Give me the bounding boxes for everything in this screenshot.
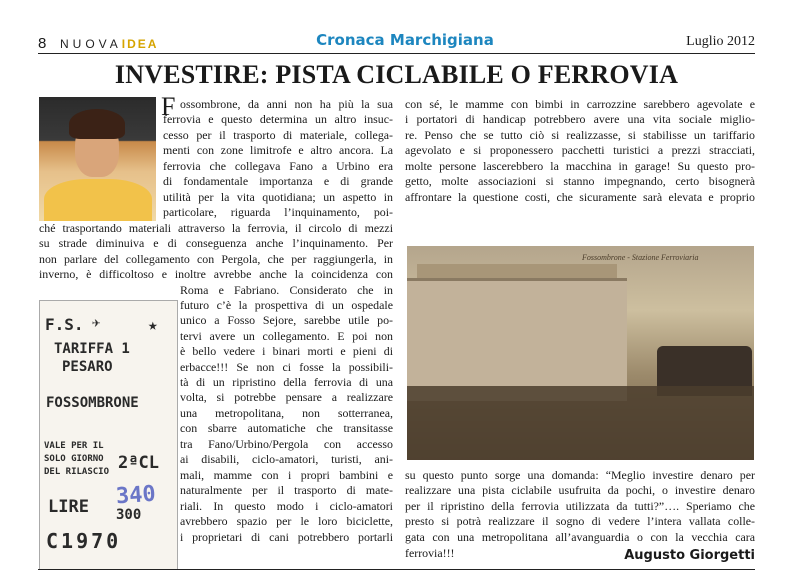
- text-line: tervi avere un collegamento. E poi non: [180, 329, 393, 343]
- railway-station-photo: [407, 246, 754, 460]
- text-line: molte persone lascerebbero la macchina in garage! Su questo pro-: [405, 159, 755, 173]
- magazine-logo: [60, 37, 158, 51]
- ticket-valid: SOLO GIORNO: [44, 454, 104, 464]
- brand-prefix: NUOVA: [60, 37, 122, 51]
- text-line: ossombrone, da anni non ha più la sua: [180, 97, 393, 111]
- text-line: volta, si potrebbe pensare a realizzare: [180, 390, 393, 404]
- text-line: su strade diminuiva e di conseguenza anche l’inquinamento. Per: [39, 236, 393, 250]
- ticket-stamp: 340: [115, 481, 157, 510]
- text-line: getto, molte associazioni si stanno impegnando, certo bisognerà: [405, 174, 755, 188]
- text-line: ai disabili, ciclo-amatori, turisti, ani-: [180, 452, 393, 466]
- text-line: inverno, è difficoltoso e inoltre avrebbe anche la coincidenza con: [39, 267, 393, 281]
- text-line: per il ripristino della ferrovia utilizzata da tutti?”…. Speriamo che: [405, 499, 755, 513]
- page-number: 8: [38, 35, 47, 52]
- text-line: re. Penso che se tutto ciò si realizzasse, si stabilisse un tariffario: [405, 128, 755, 142]
- text-line: ché trasportando materiali attraverso la ferrovia, il circolo di mezzi: [39, 221, 393, 235]
- text-line: tà di un ripristino della ferrovia di una: [180, 375, 393, 389]
- brand-suffix: IDEA: [121, 37, 159, 51]
- train-ticket: [39, 300, 178, 570]
- header-divider: [38, 53, 755, 54]
- text-line: con sé, le mamme con bimbi in carrozzine sarebbero agevolate e: [405, 97, 755, 111]
- issue-date: Luglio 2012: [686, 34, 755, 49]
- text-line: realizzare una pista ciclabile usufruita da pochi, o investire denaro: [405, 483, 755, 497]
- text-line: unico a Fosso Sejore, sarebbe utile po-: [180, 313, 393, 327]
- text-line: i proprietari di cani potrebbero portarli: [180, 530, 393, 544]
- text-line: particolare, riguarda l’inquinamento, poi-: [163, 205, 393, 219]
- text-line: non parlare del collegamento con Pergola, che per raggiungerla, in: [39, 252, 393, 266]
- text-line: mali, mamme con i propri bambini e: [180, 468, 393, 482]
- text-line: tra Fano/Urbino/Pergola con accesso: [180, 437, 393, 451]
- text-line: utilità per la vita quotidiana; un aspetto in: [163, 190, 393, 204]
- text-line: è bello vedere i binari morti e pieni di: [180, 344, 393, 358]
- text-line: menti con zone limitrofe e altro ancora. La: [163, 143, 393, 157]
- text-line: una metropolitana, non sotterranea,: [180, 406, 393, 420]
- text-line: presto si potrà realizzare il sogno di vedere l’intera vallata colle-: [405, 514, 755, 528]
- winged-wheel-icon: ✈: [92, 315, 101, 331]
- ticket-lire: LIRE: [48, 497, 89, 517]
- text-line: i portatori di handicap potrebbero avere una vita sociale miglio-: [405, 112, 755, 126]
- text-line: affrontare la questione costi, che sicuramente sarà elevata e proprio: [405, 190, 755, 204]
- ticket-serial: C1970: [46, 529, 122, 553]
- text-line: ferrovia!!!: [405, 546, 455, 560]
- text-line: su questo punto sorge una domanda: “Meglio investire denaro per: [405, 468, 755, 482]
- ticket-price: 300: [116, 507, 142, 523]
- text-line: futuro c’è la prospettiva di un ospedale: [180, 298, 393, 312]
- ticket-fs: F.S.: [45, 315, 84, 334]
- text-line: gata con una metropolitana all’avanguardia o con la vecchia cara: [405, 530, 755, 544]
- text-line: ferrovia che collegava Fano a Urbino era: [163, 159, 393, 173]
- author-name: Augusto Giorgetti: [624, 548, 755, 563]
- text-line: naturalmente per il trasporto di mate-: [180, 483, 393, 497]
- section-title: Cronaca Marchigiana: [316, 31, 494, 49]
- text-line: erbacce!!! Se non ci fosse la possibili-: [180, 360, 393, 374]
- photo-caption: Fossombrone - Stazione Ferroviaria: [582, 253, 699, 262]
- text-line: con sbarre automatiche che transitasse: [180, 421, 393, 435]
- ticket-valid: DEL RILASCIO: [44, 467, 110, 477]
- ticket-destination: FOSSOMBRONE: [46, 395, 139, 411]
- text-line: di fondamentale importanza e di grande: [163, 174, 393, 188]
- text-line: cesso per il trasporto di materiale, collega-: [163, 128, 393, 142]
- text-line: Roma e Fabriano. Considerato che in: [180, 283, 393, 297]
- text-line: ferrovia e questo determina un altro insuc-: [163, 112, 393, 126]
- text-line: avrebbero spazio per le loro biciclette,: [180, 514, 393, 528]
- star-icon: ★: [148, 315, 158, 334]
- text-line: agevolato e si proponessero pacchetti turistici a prezzi stracciati,: [405, 143, 755, 157]
- ticket-tariff: TARIFFA 1: [54, 341, 130, 357]
- author-photo: [39, 97, 156, 221]
- ticket-class: 2ªCL: [118, 453, 159, 473]
- text-line: riali. In questo modo i ciclo-amatori: [180, 499, 393, 513]
- article-title: INVESTIRE: PISTA CICLABILE O FERROVIA: [114, 60, 679, 89]
- ticket-origin: PESARO: [62, 359, 113, 375]
- drop-cap: F: [161, 92, 176, 121]
- footer-divider: [38, 569, 755, 570]
- ticket-valid: VALE PER IL: [44, 441, 104, 451]
